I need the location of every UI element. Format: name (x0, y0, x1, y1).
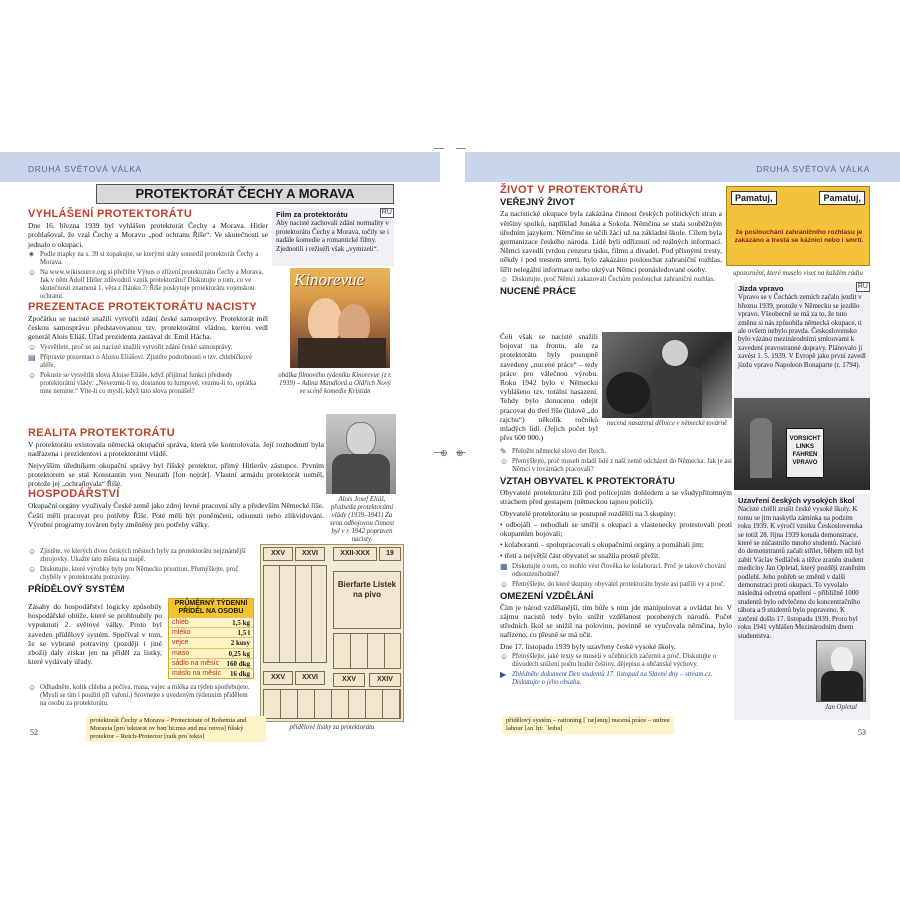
ration-cards-image (260, 544, 404, 722)
keep-right-sign: VORSICHT LINKS FAHREN VPRAVO (786, 428, 824, 478)
paragraph: Čeli však se nacisté snažili bojovat na frontu, ale za protektorátu byly postupně zavedeny „nucené práce“ – tedy práce pro válečnou výrobu. Roku 1942 bylo v Německu vyhlášeno tzv. totální nasazení. Tehdy bylo donuceno odejít pracovat do třetí říše (lidově „do rajchu“) několik ročníků mladých lidí. (Jejich počet byl přes 600 000.) (500, 332, 598, 443)
discussion-icon: ☺ (28, 267, 37, 277)
task-item: ☺ Přemýšlejte, jaké texty se museli v učebnicích začernit a proč. Diskutujte o důvodech snížení počtu hodin češtiny, dějepisu a občanské výchovy. (500, 651, 717, 668)
paragraph: Zásahy do hospodářství logicky způsobily hospodářské obtíže, které se prohloubily po vypuknutí 2. světové války. Proto byl zaveden přídělový systém. Spočíval v tom, že se vybrané potraviny (později i jiné zboží) daly získat jen na příděl za lístky, které vydávaly úřady. (28, 602, 162, 667)
glossary-box: přídělový systém – rationing [ˈræʃənɪŋ] nucená práce – unfree labour [ʌn`fri: `leɪbə] (502, 716, 674, 734)
paragraph: Dne 16. března 1939 byl vyhlášen protektorát Čechy a Morava. Hitler prohlašoval, že vzal Čechy a Moravu „pod ochranu Říše“. Ve skutečnosti se jednalo o okupaci. (28, 221, 268, 249)
kinorevue-poster (290, 268, 390, 368)
task-item: ☺ Diskutujte, proč Němci zakazovali Čechům poslouchat zahraniční rozhlas. (500, 274, 715, 284)
task-item: ☺ Pokuste se vysvětlit slova Aloise Eliáše, když přijímal funkci předsedy protektorátní vlády: „Nevezmu-li to, dostanou to lumpové, vezmu-li to, oprátka mne nemine.“ Víte-li co myslí, když tato slova pronášel? (28, 370, 257, 395)
discussion-icon: ☺ (28, 370, 37, 380)
chapter-title-left: DRUHÁ SVĚTOVÁ VÁLKA (28, 164, 142, 174)
sidebar-title: Film za protektorátu (276, 210, 348, 219)
radio-warning-poster (726, 186, 870, 266)
table-row: maso 0,25 kg (169, 648, 253, 658)
task-item: ▶ Zhlédněte dokument Den studentů 17. listopad na Slavné dny – stream.cz. Diskutujte o jeho obsahu. (500, 669, 713, 686)
ration-grid (263, 565, 327, 663)
left-text-column-3 (28, 548, 254, 596)
ration-caption: přídělové lístky za protektorátu (289, 724, 375, 731)
machine-part (606, 372, 650, 414)
sidebar-title: Jízda vpravo (738, 284, 784, 293)
portrait-uniform (332, 454, 390, 494)
discussion-icon: ☺ (28, 547, 37, 556)
opletal-portrait (816, 640, 866, 702)
bullet-item: • třetí a největší část obyvatel se snažila prostě přežít. (500, 551, 661, 561)
sidebar-title: Uzavření českých vysokých škol (738, 496, 855, 505)
subsection-heading: VEŘEJNÝ ŽIVOT (500, 197, 575, 209)
forced-labour-photo (602, 332, 732, 418)
portrait-head (346, 422, 376, 456)
task-item: ✷ Podle mapky na s. 39 si zopakujte, se kterými státy sousedil protektorát Čechy a Morava. (28, 249, 259, 266)
beer-card: Bierfarte Lístek na pivo (333, 571, 401, 629)
ration-cell: XXV (263, 671, 293, 685)
paragraph: Obyvatelé protektorátu žili pod policejním dohledem a se všudypřítomným strachem před gestapem (německou tajnou policií). (500, 488, 732, 507)
opletal-caption: Jan Opletal (825, 704, 857, 711)
subsection-heading: VZTAH OBYVATEL K PROTEKTORÁTU (500, 476, 675, 487)
discussion-icon: ☺ (500, 457, 509, 466)
food-ration-table (168, 598, 254, 679)
compass-icon: ✷ (28, 249, 35, 259)
bullet-item: • odbojáři – nehodlali se smířit s okupací a vlastenecky protestovali proti okupantům bojovali; (500, 519, 732, 539)
ration-cell: XXII-XXX (333, 547, 377, 561)
left-text-column-2 (28, 427, 324, 531)
paragraph: Čím je národ vzdělanější, tím hůře s ním jde manipulovat a ovládat ho. V zájmu nacistů tedy bylo snížit vzdělanost porobených národů. Počet středních škol se snížil na polovinu, povinně se vyučovala němčina, bylo nařízeno, co přesně se má učit. (500, 602, 732, 640)
sidebar-text: Nacisté chtěli zrušit české vysoké školy. K tomu se jim naskytla záminka na podzim roku 1939. K výročí vzniku Československa se totiž 28. října 1939 konala demonstrace, které se zúčastnilo mnoho studentů. Nacisté do demonstrantů začali střílet, během níž byl zabit Václav Sedláček a těžce zraněn student medicíny Jan Opletal, který později zraněním podlehl. Jeho pohřeb se změnil v další demonstraci proti okupaci. To vyvolalo následná odvetná opatření – přibližně 1000 studentů bylo odvlečeno do koncentračního tábora a 9 studentů bylo popraveno. K zatčení došlo 17. listopadu 1939. Proto byl roku 1941 vyhlášen Mezinárodním dnem studentstva. (738, 505, 866, 640)
ration-cell: XXVI (295, 547, 325, 561)
poster-dress (298, 338, 386, 368)
sidebar-text: Vpravo se v Čechách zemích začalo jezdit v březnu 1939, protože v Německu se jezdilo vpravo. Všeobecně se má za to, že tuto změnu si nás způsobila německá okupace, ti ale ovšem nebylo pravda. Československo bylo vázáno mezinárodními smlouvami k zavedení pravostranné dopravy. Plánovalo ji zavést 1. 5. 1939. V Evropě jako první zavedl jízdu vpravo Napoleon Bonaparte (r. 1794). (738, 293, 866, 369)
table-row: vejce 2 kusy (169, 637, 253, 647)
ration-grid (263, 689, 401, 719)
crop-mark (434, 148, 444, 149)
right-text-column (500, 184, 722, 298)
poster-caption: obálka filmového týdeníku Kinorevue (z r. 1939) – Adina Mandlová a Oldřich Nový ve scéně komedie Kristián (278, 372, 392, 395)
worker-body (652, 366, 702, 418)
discussion-icon: ☺ (500, 651, 509, 661)
section-heading: VYHLÁŠENÍ PROTEKTORÁTU (28, 208, 193, 220)
pt-icon: ▦ (500, 561, 508, 571)
left-text-column-5 (28, 684, 254, 710)
elias-caption: Alois Josef Eliáš, předseda protektorátní vlády (1939–1941) Za svou odbojovou činnost byl v r. 1942 popraven nacisty. (329, 496, 395, 543)
elias-portrait (326, 414, 396, 494)
poster-title: Kinorevue (294, 270, 365, 289)
section-heading: PREZENTACE PROTEKTORÁTU NACISTY (28, 300, 257, 313)
task-item: ☺ Diskutujte, které výrobky byly pro Německo prioritou. Přemýšlejte, proč chyběly v protektorátu potraviny. (28, 565, 239, 581)
task-item: ☺ Zjistěte, ve kterých dvou českých městech byly za protektorátu nejznámější zbrojovky. Ukažte tato města na mapě. (28, 547, 246, 563)
portrait-suit (821, 671, 863, 702)
task-item: ☺ Odhadněte, kolik chleba a pečiva, masa, vajec a mléka za týden spotřebujete. (Myslí se tím i použití při vaření.) Srovnejte s uvedeným týdenním přídělem na osobu za protektorátu. (28, 683, 250, 707)
subsection-heading: OMEZENÍ VZDĚLÁNÍ (500, 590, 594, 602)
section-heading: ŽIVOT V PROTEKTORÁTU (500, 184, 644, 196)
page-title: PROTEKTORÁT ČECHY A MORAVA (96, 184, 394, 204)
left-text-column (28, 208, 268, 398)
chapter-title-right: DRUHÁ SVĚTOVÁ VÁLKA (756, 164, 870, 174)
poster-pamatuj-left: Pamatuj, (731, 191, 777, 205)
table-row: mléko 1,5 l (169, 627, 253, 637)
table-row: sádlo na měsíc 160 dkg (169, 658, 253, 668)
paragraph: Zpočátku se nacisté snažili vytvořit zdání české samosprávy. Protektorát měl českou samosprávu představovanou tzv. protektorátní vládou, kterou vedl generál Alois Eliáš. Úřad prezidenta zastával dr. Emil Hácha. (28, 314, 268, 342)
ration-cell: 19 (379, 547, 401, 561)
portrait-head (831, 647, 853, 673)
task-item: ☺ Na www.wikisource.org si přečtěte Výnos o zřízení protektorátu Čechy a Morava. Jak v něm Adolf Hitler zdůvodnil vznik protektorátu? Diskutujte o tom, co ve skutečnosti znamená 1. věta z článku 7: Říše poskytuje protektorátu vojenskou ochranu. (28, 267, 264, 300)
right-text-column-3 (500, 448, 732, 689)
task-item: ▤ Připravte prezentaci o Aloisu Eliášovi. Zjistěte podrobnosti o tzv. chlebíčkové aféře. (28, 352, 252, 369)
table-title: PRŮMĚRNÝ TÝDENNÍ PŘÍDĚL NA OSOBU (169, 599, 253, 617)
translation-icon: ✎ (500, 447, 507, 456)
paragraph: Dne 17. listopadu 1939 byly uzavřeny české vysoké školy. (500, 641, 676, 651)
discussion-icon: ☺ (500, 274, 509, 284)
section-heading: HOSPODÁŘSTVÍ (28, 488, 120, 501)
right-text-column-2 (500, 332, 598, 444)
task-item: ✎ Přeložte německé slovo der Reich. (500, 447, 607, 456)
paragraph: Okupační orgány využívaly České země jako zdroj levné pracovní síly a především Německé říše. Čeští měli pracovat pro potřeby Říše. Poté měli být poněmčeni, odsunuti nebo zlikvidováni. Výrobní programy továren byly změněny pro potřeby války. (28, 501, 324, 529)
registration-mark-icon: ⊕ (456, 448, 464, 458)
ru-badge: RU (380, 208, 394, 218)
paragraph: V protektorátu existovala německá okupační správa, která vše kontrolovala. Její rozhodnutí byla nadřazena i prezidentovi a protektorátní vládě. (28, 440, 324, 459)
ration-cell: XXIV (369, 673, 401, 687)
ration-cell: XXV (333, 673, 365, 687)
film-sidebar (272, 208, 394, 266)
table-row: máslo na měsíc 16 dkg (169, 668, 253, 678)
task-item: ▦ Diskutujte o tom, co mohlo vést člověka ke kolaboraci. Proč je takové chování odsouzeníhodné? (500, 561, 727, 578)
task-item: ☺ Vysvětlete, proč se asi nacisté snažili vytvořit zdání české samosprávy. (28, 342, 233, 352)
presentation-icon: ▤ (28, 352, 36, 362)
tram-sign-photo (734, 398, 870, 490)
tram-sidebar (734, 282, 870, 414)
sidebar-text: Aby nacisté zachovali zdání normality v protektorátu Čechy a Morava, točily se i nadále komedie a romantické filmy. Zjednotili i režiséři však „vymizeli“. (276, 219, 389, 253)
table-row: chléb 1,5 kg (169, 617, 253, 627)
section-heading: PŘÍDĚLOVÝ SYSTÉM (28, 584, 125, 595)
discussion-icon: ☺ (500, 579, 509, 589)
page-number: 52 (30, 728, 38, 737)
page-left (28, 182, 440, 742)
ration-grid (333, 633, 401, 669)
poster-caption: upozornění, které muselo viset na každém rádiu (733, 270, 863, 277)
task-item: ☺ Přemýšlejte, proč museli mladí lidé z naší země odcházet do Německa. Jak je asi Němci v továrnách pracovali? (500, 457, 732, 473)
passerby-figure (750, 418, 772, 478)
ru-badge: RU (856, 282, 870, 292)
discussion-icon: ☺ (28, 683, 37, 692)
ration-cell: XXVI (295, 671, 325, 685)
labour-caption: nucená nasazená dělnice v německé továrně (606, 420, 728, 427)
registration-mark-icon: ⊕ (440, 448, 448, 458)
left-text-column-4 (28, 602, 162, 668)
page-number: 53 (858, 728, 866, 737)
bullet-item: • kolaboranti – spolupracovali s okupačními orgány a pomáhali jim; (500, 540, 704, 550)
poster-pamatuj-right: Pamatuj, (819, 191, 865, 205)
actress-figure (308, 298, 342, 342)
paragraph: Za nacistické okupace byla zakázána činnost českých politických stran a většiny spolků, například Junáka a Sokola. Němčina se stala souběžným úředním jazykem. Němčinu se učili žáci už na základní škole. Cílem byla germanizace českého národa. Lidé byli odříznutí od reálných informací. Němci zavedli tvrdou cenzuru tisku, filmu a divadel. Pod přísnými tresty, někdy i pod trestem smrti, bylo zakázáno poslouchat zahraniční rozhlas, šířit nelegální informace nebo ukrývat Němci pronásledované osoby. (500, 209, 722, 274)
crop-mark (456, 148, 466, 149)
paragraph: Obyvatelé protektorátu se postupně rozdělili na 3 skupiny: (500, 508, 676, 518)
section-heading: REALITA PROTEKTORÁTU (28, 427, 175, 439)
worker-head (662, 340, 688, 366)
page-right (472, 182, 870, 742)
paragraph: Nejvyšším úředníkem okupační správy byl říšský protektor, přímý Hitlerův zástupce. Prvním protektorem se stal Konstantin von Neurath [fon nojrát]. Vlastní armádu protektorát neměl, protože jej „ochraňovala“ Říše. (28, 460, 324, 489)
subsection-heading: NUCENÉ PRÁCE (500, 285, 577, 297)
discussion-icon: ☺ (28, 565, 37, 574)
video-icon: ▶ (500, 669, 507, 679)
glossary-box: protektorát Čechy a Morava – Protectorate of Bohemia and Moravia [pro`tektərət ov bəʊˈhi:mɪə ənd məˈreɪvɪə] říšský protektor – Reich-Protector [raɪk pro`tektə] (86, 716, 266, 742)
discussion-icon: ☺ (28, 342, 37, 352)
task-item: ☺ Přemýšlejte, do které skupiny obyvatel protektorátu byste asi patřili vy a proč. (500, 579, 725, 589)
ration-cell: XXV (263, 547, 293, 561)
poster-text: že poslouchání zahraničního rozhlasu je zakázáno a trestá se káznicí nebo i smrtí. (734, 229, 864, 244)
